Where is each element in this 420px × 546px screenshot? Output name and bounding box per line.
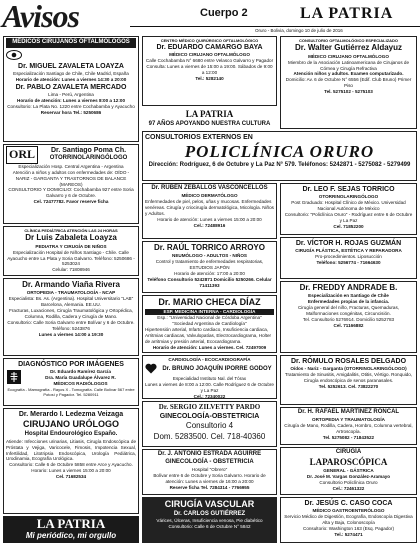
doctor-specialty: ORTOPEDIA - TRAUMATOLOGÍA - NCAP [26,290,116,296]
ad-title: CARDIOLOGÍA - ECOCARDIOGRAFÍA [168,357,251,362]
ad-estrada [142,449,277,495]
slogan-banner [3,516,139,543]
doctor-name: Dr. VÍCTOR H. ROJAS GUZMÁN [295,240,402,247]
ad-text: Miembro de la Asociación Latinoamericana de Cirujanos de Córnea y Cirugía Refractiva [287,59,410,71]
phone: Cel. 71852200 [333,223,364,229]
doctor-name: Dr. MARIO CHECA DÍAZ [158,297,261,307]
hospital-name: Hospital Endourológico Españo. [24,430,118,437]
section-title: Avisos [2,0,79,34]
ad-pediatria [3,226,139,276]
dateline: Oruro - Bolivia, domingo 10 de julio de 2016 [255,28,343,33]
doctor-specialty: CIRUJANO URÓLOGO [22,419,119,430]
phone: Tel. 5275082 - 71843522 [322,434,375,440]
doctor-name: Dr. FREDDY ANDRADE B. [299,283,398,292]
doctor-name: Dr. RUBÉN ZEBALLOS VASCONCELLOS [151,185,268,191]
newspaper-logo: LA PATRIA [300,5,394,22]
office-hours: Horario de atención: Lunes a viernes 15:00 a 20:00 [157,216,262,222]
doctor-name: Dr. H. RAFAEL MARTÍNEZ RONCAL [297,409,400,415]
office-hours: Horario de atención: Lunes a viernes 14:30 a 20:00 [15,76,127,82]
header-rule [130,26,420,27]
eye-icon [6,50,22,62]
doctor-specialty: NEUMÓLOGO - ADULTOS - NIÑOS [172,253,247,259]
doctor-name: Dr. Armando Viaña Rivera [22,280,120,289]
ad-zeballos [142,183,277,239]
ad-text: Especialización Hospital de Niños Santiago - Chile. Calle Ayacucho entre La Plata y Soria Galvarro. Teléfono: 5250686 - 5253024 [7,249,135,267]
ad-policlinica [142,131,417,181]
office-hours: Horario de atención: Lunes a viernes 8:00 a 12:00 [17,97,125,103]
ad-rosales [280,355,417,405]
phone: Tel.: 5274471 [334,531,363,537]
ad-text: Consultorio: Calle Soria Galvarro entre Bolívar y 6 de Octubre. Teléfono: 5243876 [7,320,135,332]
ad-zilvetty [142,401,277,447]
ad-title: CIRUGÍA VASCULAR [164,499,255,509]
phone: Cel.: 72488916 [193,222,226,228]
doctor-detail: Enfermedades propias de la infancia. [307,299,390,305]
section-label: Cuerpo 2 [200,7,248,19]
doctor-specialty: OTORRINOLARINGÓLOGO [318,194,379,200]
ad-text: Post Graduado: Hospital Clínico de México. Universidad Nacional Autónoma de México [291,200,406,212]
ad-martinez [280,407,417,445]
ad-checa [142,295,277,353]
phone: Dom. 5283500. Cel. 718-40360 [153,431,266,441]
office-address: Consultorio: "Policlínica Oruro" - Rodríguez entre 6 de Octubre y La Paz [284,212,413,223]
doctor-name: Dr. Merardo I. Ledezma Veizaga [18,411,124,418]
ad-text: Cirugía de Mano, Rodilla, Cadera, Hombro, Columna vertebral, Artroscopía. [284,422,413,434]
ad-kicker: CONSULTORIOS EXTERNOS EN [145,134,253,141]
ad-caso [280,497,417,543]
ad-torrico [142,241,277,293]
ad-text: Esp.: "Universidad Nacional de Córdoba Argentina" [157,314,262,320]
ad-text: "Sociedad Argentina de Cardiología" [172,320,247,326]
ad-orl [3,144,139,224]
heart-icon [145,363,157,376]
doctor-detail: Especialidad Instituto Nal. del Tórax [172,375,247,381]
ad-text: Servicio Médico de Digestión, Ecografía, Endoscopía Digestiva Alta y Baja, Colonoscopía [284,514,413,526]
ad-andrade [280,281,417,353]
ad-anniversary [142,108,277,130]
ad-iporre [142,355,277,399]
ad-text: Hipertensión arterial, Infarto cardiaco, Insuficiencia cardiaca, Arritmias cardiacas, Valvulopatías, Electrocardiograma, Holter de arritmias y presión arterial, Ecocardiograma. [145,326,272,344]
ad-text: Fracturas, Luxaciones, Cirugía Traumatológica y Ortopédica, Columna, Rodilla, Cadera y Cirugía de Mano. [9,308,133,320]
doctor-specialty: MÉDICOS RADIÓLOGOS [53,381,108,387]
ad-text: Calle Cochabamba N° 6680 entre Velasco Galvarro y Pagador [145,58,274,64]
doctor-specialty: GINECOLOGÍA-OBSTETRICIA [159,413,260,421]
ad-title: LAPAROSCÓPICA [309,456,388,467]
ad-text: CONSULTORIO Y DOMICILIO: Cochabamba 927 entre Soria Galvarro y 6 de Octubre. [8,187,134,199]
doctor-name: Dr. Eduardo Ramírez García [50,369,111,375]
ad-gutierrez [280,36,417,129]
ad-urologo [3,408,139,514]
ad-text: Consultorio: Calle 6 de Octubre N° 5842 [168,524,251,530]
doctor-specialty: MÉDICO DERMATÓLOGO [181,192,238,198]
ad-text: Enfermedades de piel, pelos, uñas y mucosas. Enfermedades venéreas. Cirugía y criocirugía dermatológica, Micología. Niños y Adultos. [145,198,274,216]
phone: Reservar hora Tel.: 5250686 [40,109,102,115]
doctor-detail: Lima - Perú, Argentina [48,91,94,97]
slogan-paper: LA PATRIA [36,516,106,531]
doctor-specialty: MÉDICO CIRUJANO OFTALMÓLOGO [169,52,250,58]
doctor-name: Dr. EDUARDO CAMARGO BAYA [156,44,263,52]
doctor-name: Dra. María Guadalupe Álvarez R. [45,375,116,381]
phone: Horario de atención: Lunes a viernes. Cel. 72497009 [152,344,267,350]
anniversary-text: 97 AÑOS APOYANDO NUESTRA CULTURA [148,120,271,127]
doctor-specialty: Especialización en Santiago de Chile [308,293,389,299]
ad-title: CONSULTORIO OFTALMOLÓGICO ESPECIALIZADO [298,38,399,43]
office-hours: Lunes a viernes 14:00 a 19:30 [38,332,104,338]
phone: Cel. 72477782. Favor reserve ficha [33,199,109,205]
ad-title: DIAGNÓSTICO POR IMÁGENES [18,361,124,368]
phone: Celular: 71808946 [52,267,90,273]
ad-text: Especialista: Bs. As. (Argentina). Hospital Universitario "LAB" Barcelona, Alemania. EE.UU. [8,296,134,308]
ad-text: Ecografía - Mamografía - Rayos X - Tomografía. Calle Bolívar 567 entre Potosí y Pagador. Tel. 5280911 [7,387,135,398]
doctor-specialty: OTORRINOLARINGÓLOGO [49,155,128,162]
phone: Reserve ficha Tel. 7284314 - 7766955 [169,484,250,490]
doctor-name: Dr. Walter Gutiérrez Aldayuz [295,43,402,53]
ad-text: Consulta: Lunes a viernes de 15:00 a 19:00. Sábados de 9:00 a 12:00 [146,64,273,76]
orl-logo: ORL [6,146,38,164]
doctor-specialty: GINECOLOGÍA - OBSTETRICIA [165,458,254,465]
ad-text: Control y tratamiento de enfermedades respiratorias, ESTUDIOS JAPÓN [155,259,264,271]
doctor-name: Dr. Santiago Poma Ch. [50,147,127,154]
doctor-name: Dr. LEO F. SEJAS TORRICO [302,186,395,193]
phone: Tel. 5252613. Cel. 73822270 [318,384,379,389]
ad-title: CLÍNICA PEDIÁTRICA ATENCIÓN LAS 24 HORAS [24,228,118,233]
phone: Teléfono Consultorio 5242871 Domicilio 5250266. Celular 71411393 [147,277,272,289]
ad-zavaleta [3,36,139,142]
doctor-specialty: PEDIATRA Y CIRUGÍA DE NIÑOS [35,243,107,249]
phone: Cel. 71166882 [333,323,364,329]
doctor-name: Dr. PABLO ZAVALETA MERCADO [15,83,127,91]
phone: Cel.: 72340022 [193,393,226,399]
office-address: Consultorio: Calle 6 de Octubre 5858 entre Arce y Ayacucho. Horario: Lunes a viernes 15:00 a 20:00 [9,462,133,474]
phone: Cel. 71682534 [55,474,87,480]
doctor-name: Dr. RAÚL TORRICO ARROYO [154,243,265,252]
anniversary-paper: LA PATRIA [185,109,234,119]
phone: Tel.: 5282140 [195,76,224,82]
ad-kicker: CIRUGÍA [335,449,362,455]
doctor-specialty: Oídos - Nariz - Garganta (OTORRINOLARINGÓLOGO) [290,366,407,372]
office-address: Domicilio: Av. 6 de Octubre N° 6556 (Edif. Club Bruno) Primer Piso [285,77,412,89]
doctor-detail: Hospital "Obrero" [191,466,228,472]
doctor-specialty: GENERAL - GÁSTRICA [323,468,374,474]
ad-title: MÉDICOS CIRUJANOS OFTALMÓLOGOS [6,38,136,48]
doctor-name: Dr. BRUNO JOAQUÍN IPORRE GODOY [162,365,272,372]
office-hours: Horario de atención: 17:00 a 20:00 [174,271,245,277]
ad-text: Atiende: Infecciones urinarias, Litiasis, Cirugía Endoscópica de Próstata y Vejiga, Varicocele, Fimosis, Impotencia Sexual, Infertilidad, Litotripsia Endoscópica, Urología Pediátrica, Urodinamia, Ecografía Urológica. [6,438,136,462]
doctor-specialty: ESP. MEDICINA INTERNA - CARDIOLOGÍA [145,309,274,315]
ad-text: Cirugía general del niño, Fracturas, Quemaduras, Malformaciones congénitas, Circuncisión. [297,305,400,317]
office-room: Consultorio 4 [185,421,234,431]
xray-icon [6,369,22,387]
doctor-name: Dr. RÓMULO ROSALES DELGADO [290,358,407,365]
doctor-detail: Consultorio Policlínica Oruro [319,480,378,486]
ad-text: Lunes a viernes de 8:00 a 12:00. Calle Rodríguez 6 de Octubre y La Paz [145,381,274,393]
ad-rojas [280,237,417,279]
doctor-name: Dr. MIGUEL ZAVALETA LOAYZA [18,62,124,70]
slogan-text: Mi periódico, mi orgullo [25,531,117,540]
office-address: Consultorio: La Plata No. 1220 entre Cochabamba y Ayacucho [7,103,135,109]
ad-text: Bolívar entre 6 de Octubre y Soria Galvarro. Horario de atención: Lunes a viernes de 16:00 a 20:00 [153,472,266,484]
ad-text: Tel. Consultorio 5276914. Domicilio 5252783 [302,317,395,323]
ad-text: Especialización Hosp. Central Argentina - Argentina [18,163,124,169]
doctor-name: Dr. José M. Vargas González-Aramayo [306,474,391,480]
doctor-specialty: MÉDICO CIRUJANO OFTALMÓLOGO [308,53,389,59]
doctor-specialty: CIRUGÍA PLÁSTICA, ESTÉTICA Y REPARADORA [295,248,402,254]
clinic-address: Dirección: Rodríguez, 6 de Octubre y La Paz N° 579. Teléfonos: 5242871 - 5275082 - 5279499 [148,162,411,169]
doctor-name: Dr. SERGIO ZILVETTY PARDO [158,403,261,411]
ad-vascular [142,497,277,543]
office-address: Consultorio: Washington 163 (Esq. Pagador) [303,526,394,531]
doctor-specialty: ORTOPEDIA Y TRAUMATOLOGÍA [312,416,385,422]
ad-camargo [142,36,277,106]
ad-diagnostico [3,358,139,406]
doctor-specialty: MÉDICO GASTROENTERÓLOGO [312,508,385,514]
ad-text: Pro-procedimientos. Liposucción [315,254,382,260]
doctor-name: Dr. JESÚS C. CASO COCA [304,500,393,507]
ad-title: CENTRO MÉDICO QUIRÚRGICO OFTALMOLÓGICO [160,38,259,43]
ad-laparoscopica [280,447,417,495]
doctor-name: Dr. CARLOS GUTIÉRREZ [173,510,246,517]
ad-text: Atención niños y adultos. Examen computarizado. [293,71,404,77]
doctor-detail: Especialización Santiago de Chile, Chile Madrid, España [13,70,129,76]
ad-ortopedia [3,278,139,356]
ad-text: Atención a niños y adultos con enfermedades de: OÍDO - NARIZ - GARGANTA Y TRASTORNOS DE BALANCE (MAREOS) [12,169,130,187]
ad-sejas [280,183,417,235]
clinic-name: POLICLÍNICA ORURO [184,142,375,162]
doctor-name: Dr Luis Zabaleta Loayza [25,233,117,243]
phone: Cel.: 72461322 [332,486,365,492]
doctor-name: Dr. J. ANTONIO ESTRADA AGUIRRE [157,451,262,457]
phone: Tel. 5275102 - 5275103 [324,89,373,95]
phone: Teléfono: 5256774 - 71664630 [316,260,381,266]
ad-text: Tratamiento de Sinusitis, Amigdalitis, Otitis, Vértigo. Ronquido, Cirugía endoscópica de senos paranasales. [284,372,413,384]
ad-text: Várices, Úlceras, Insuficiencia venosa, Pie diabético [156,518,263,524]
